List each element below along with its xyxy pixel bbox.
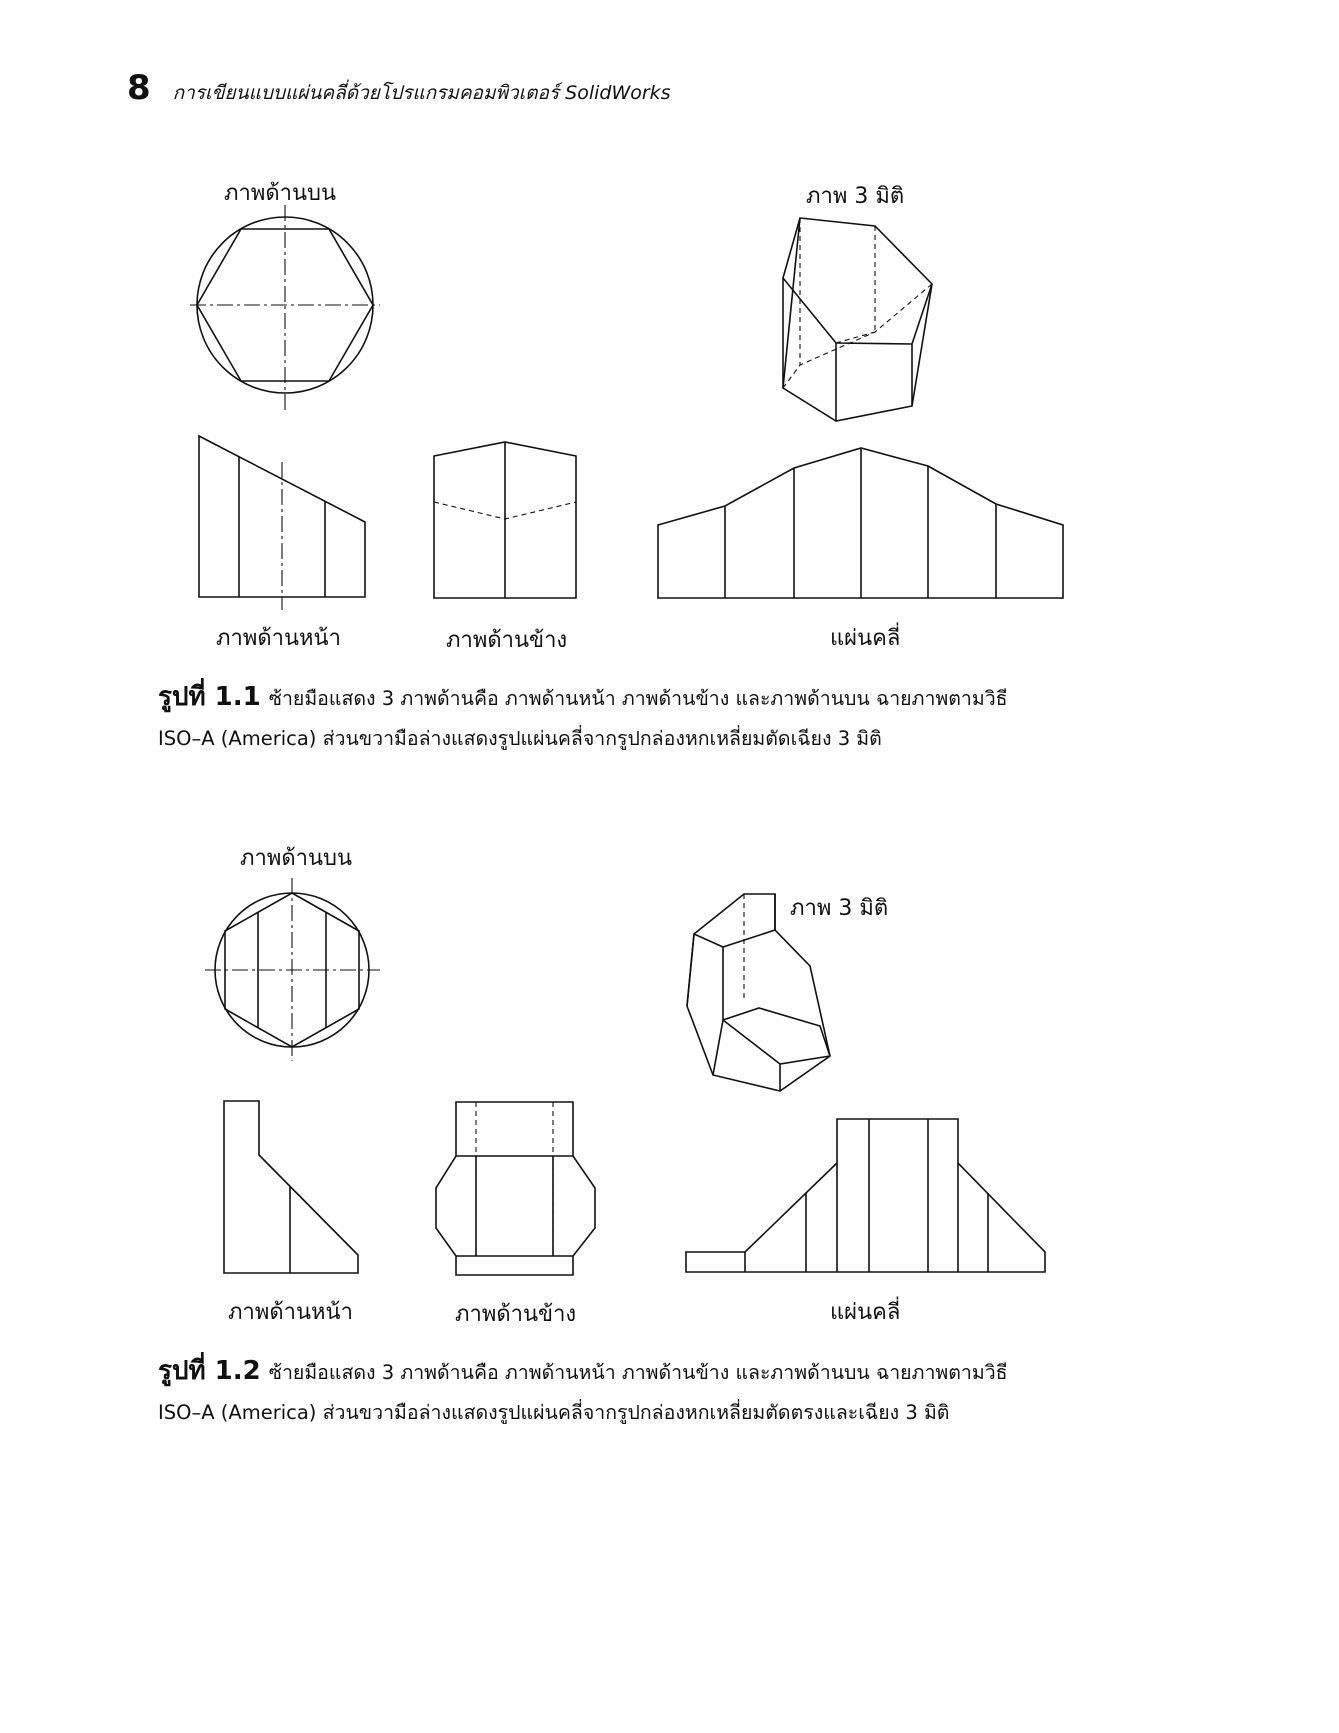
fig1-side-view-drawing	[430, 438, 580, 606]
fig1-caption-line1: ซ้ายมือแสดง 3 ภาพด้านคือ ภาพด้านหน้า ภาพด้านข้าง และภาพด้านบน ฉายภาพตามวิธี	[268, 687, 1008, 710]
fig2-development-drawing	[683, 1113, 1058, 1278]
fig2-iso-view-label: ภาพ 3 มิติ	[790, 896, 889, 921]
fig1-caption-line2: ISO–A (America) ส่วนขวามือล่างแสดงรูปแผ่นคลี่จากรูปกล่องหกเหลี่ยมตัดเฉียง 3 มิติ	[158, 727, 882, 750]
fig1-caption-number: รูปที่ 1.1	[158, 682, 261, 712]
fig1-iso-view-label: ภาพ 3 มิติ	[806, 184, 905, 209]
running-title: การเขียนแบบแผ่นคลี่ด้วยโปรแกรมคอมพิวเตอร์ SolidWorks	[172, 82, 671, 104]
fig2-front-view-drawing	[218, 1095, 363, 1275]
fig2-top-view-label: ภาพด้านบน	[240, 846, 353, 871]
page-number: 8	[127, 68, 151, 108]
fig2-side-view-drawing	[430, 1098, 600, 1278]
fig1-development-drawing	[655, 440, 1070, 605]
fig1-top-view-drawing	[190, 205, 390, 415]
fig2-front-view-label: ภาพด้านหน้า	[228, 1300, 353, 1325]
fig1-front-view-drawing	[195, 432, 370, 612]
fig2-caption	[158, 1351, 1188, 1433]
fig2-top-view-drawing	[200, 878, 390, 1063]
fig2-iso-view-drawing	[680, 880, 840, 1100]
fig1-caption	[158, 677, 1188, 759]
fig2-development-label: แผ่นคลี่	[830, 1300, 901, 1325]
fig1-side-view-label: ภาพด้านข้าง	[446, 628, 568, 653]
fig2-side-view-label: ภาพด้านข้าง	[455, 1302, 577, 1327]
fig1-top-view-label: ภาพด้านบน	[224, 181, 337, 206]
page-header	[127, 68, 671, 108]
fig2-caption-number: รูปที่ 1.2	[158, 1356, 261, 1386]
fig2-caption-line1: ซ้ายมือแสดง 3 ภาพด้านคือ ภาพด้านหน้า ภาพด้านข้าง และภาพด้านบน ฉายภาพตามวิธี	[268, 1361, 1008, 1384]
fig1-iso-view-drawing	[770, 210, 950, 430]
fig2-caption-line2: ISO–A (America) ส่วนขวามือล่างแสดงรูปแผ่นคลี่จากรูปกล่องหกเหลี่ยมตัดตรงและเฉียง 3 มิติ	[158, 1401, 950, 1424]
fig1-development-label: แผ่นคลี่	[830, 626, 901, 651]
fig1-front-view-label: ภาพด้านหน้า	[216, 626, 341, 651]
